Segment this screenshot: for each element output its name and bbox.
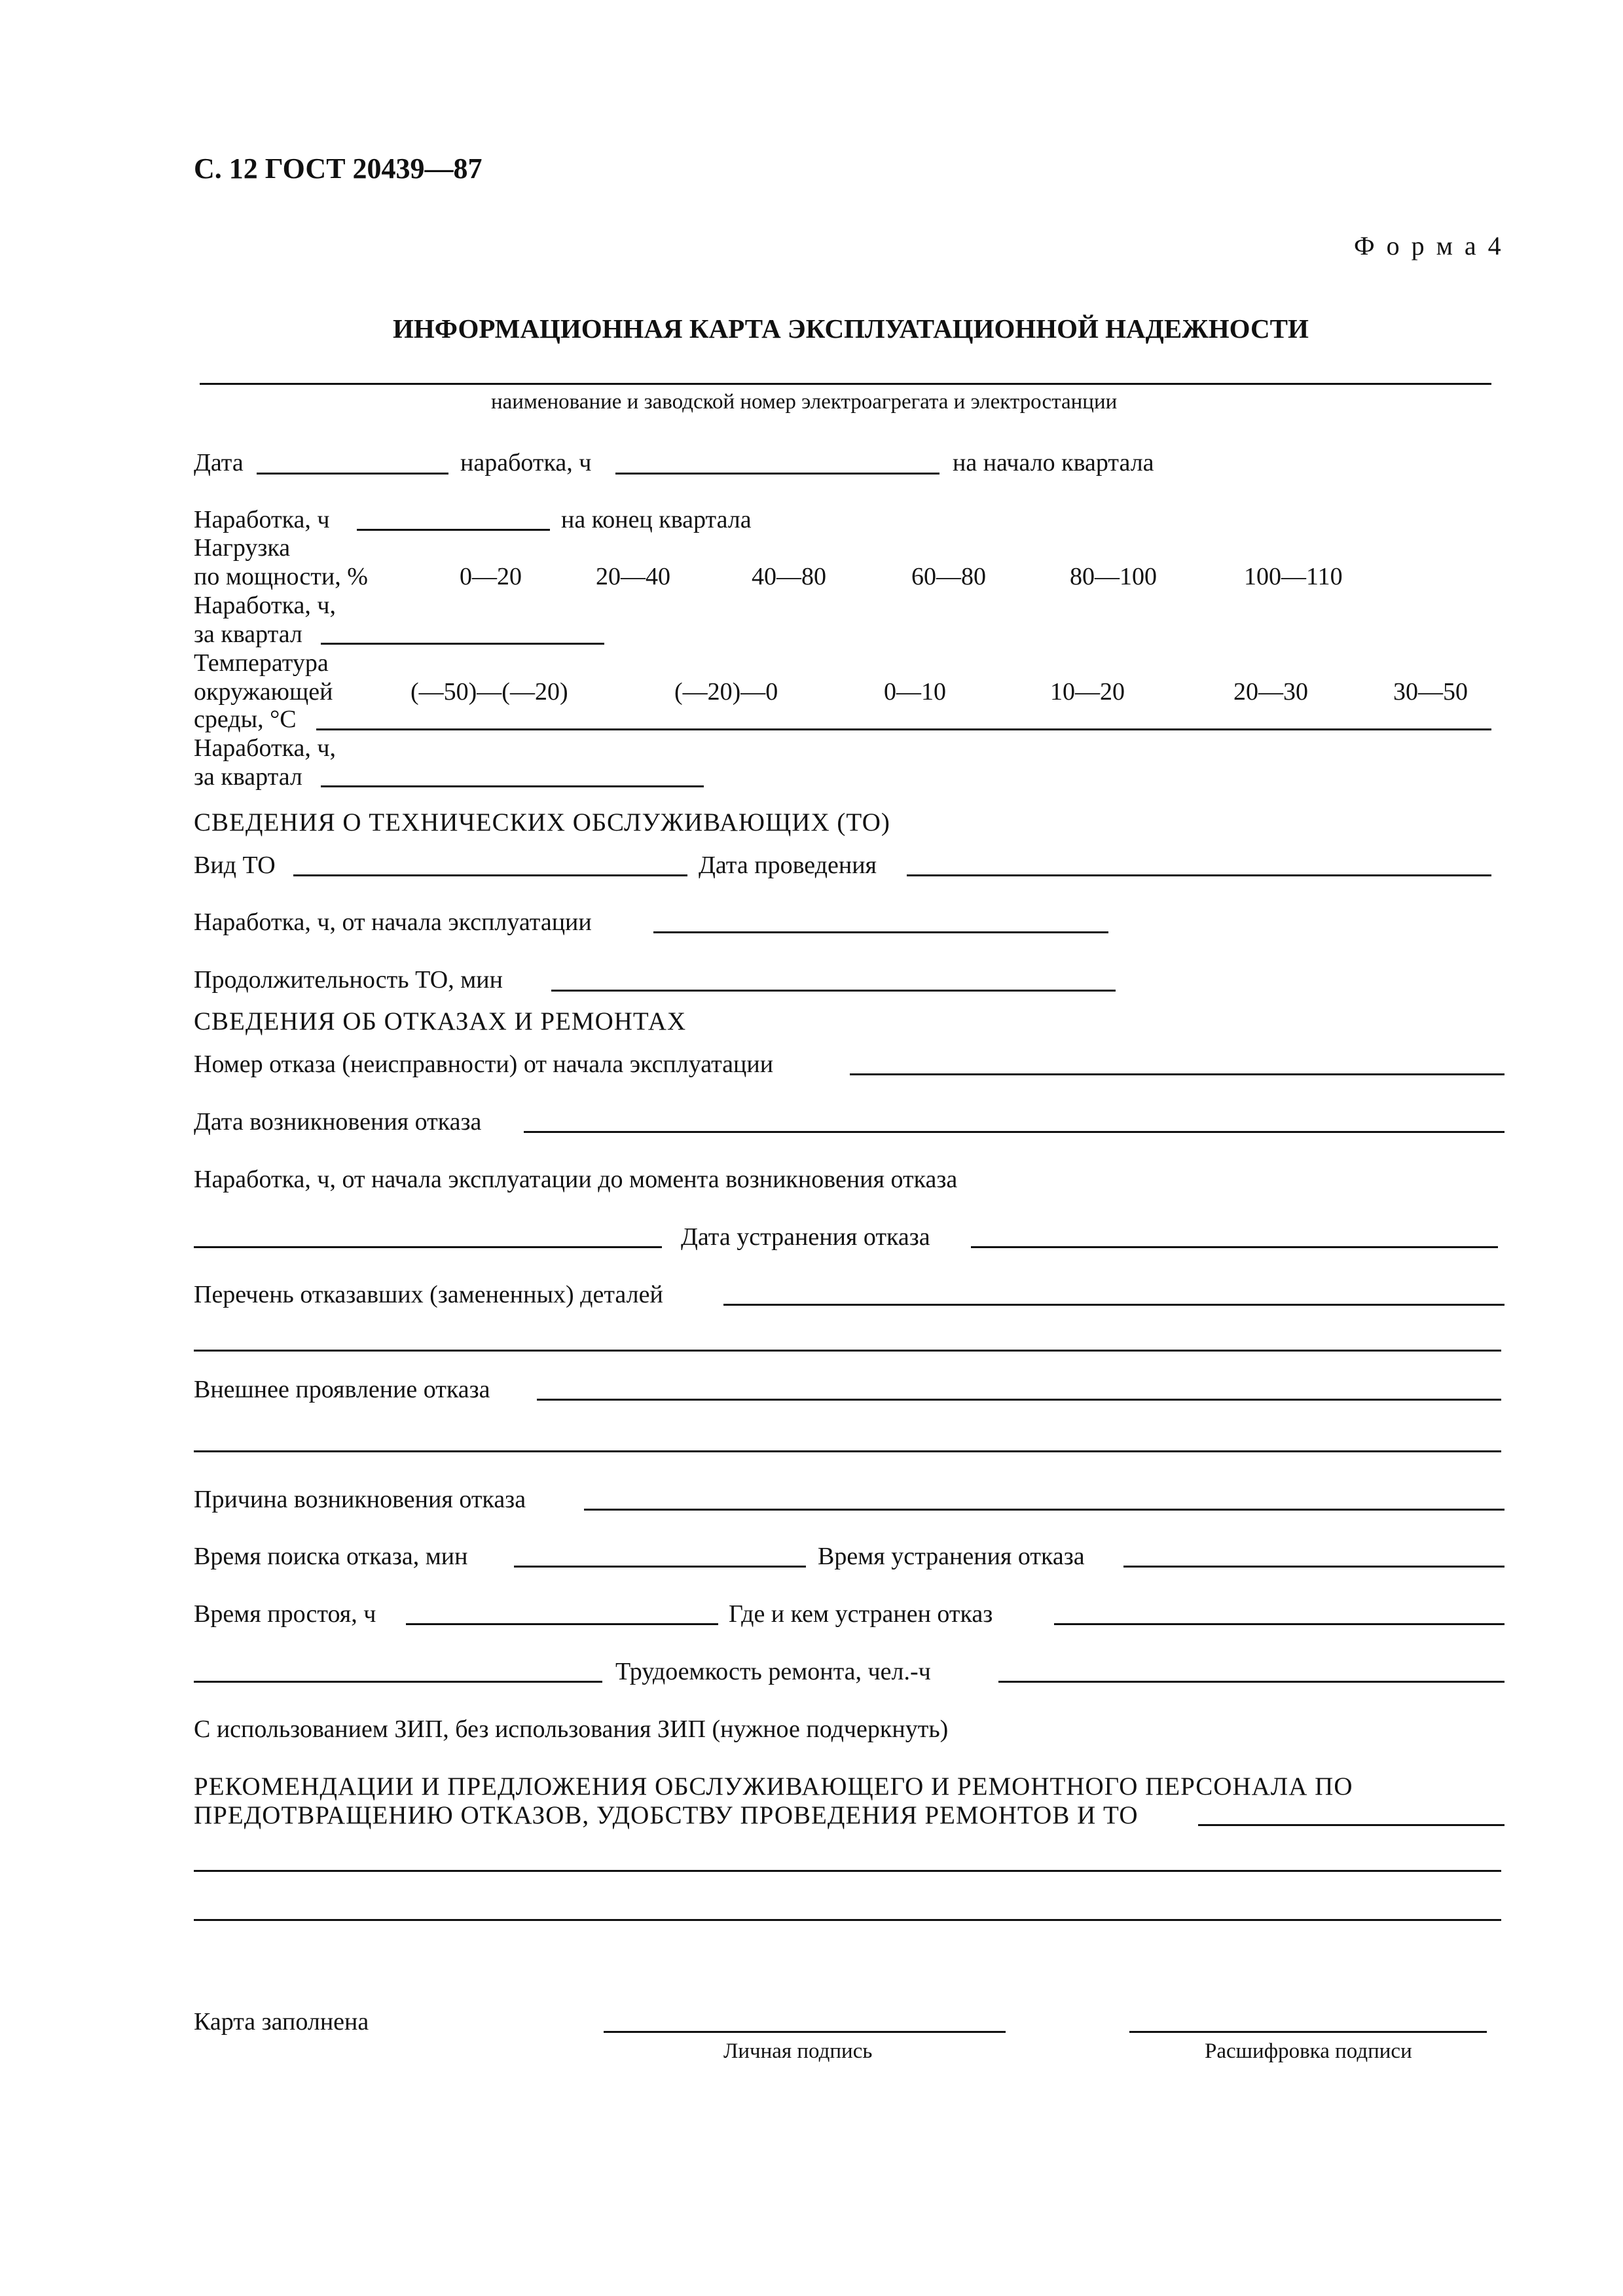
recommendations-field[interactable] [1198, 1824, 1504, 1826]
personal-signature-caption: Личная подпись [723, 2039, 873, 2063]
temp-range-5: 30—50 [1393, 678, 1468, 706]
runtime-end-label: Наработка, ч [194, 506, 330, 533]
load-range-5: 100—110 [1244, 563, 1343, 590]
failure-date-label: Дата возникновения отказа [194, 1108, 482, 1136]
per-quarter-label: за квартал [194, 620, 302, 648]
parts-list-field-line2[interactable] [194, 1350, 1501, 1352]
spare-parts-label: С использованием ЗИП, без использования ЗИП (нужное подчеркнуть) [194, 1715, 949, 1743]
runtime-start-field[interactable] [615, 473, 939, 475]
load-runtime-field[interactable] [321, 643, 604, 645]
date-label: Дата [194, 449, 244, 476]
cause-label: Причина возникновения отказа [194, 1486, 526, 1513]
cause-field[interactable] [584, 1509, 1504, 1511]
temp-label-line3: среды, °С [194, 706, 297, 733]
temp-range-3: 10—20 [1050, 678, 1125, 706]
manifestation-field-line2[interactable] [194, 1450, 1501, 1452]
downtime-label: Время простоя, ч [194, 1600, 376, 1628]
page-reference: С. 12 ГОСТ 20439—87 [194, 152, 483, 185]
signature-transcript-field[interactable] [1129, 2031, 1487, 2033]
load-range-1: 20—40 [596, 563, 670, 590]
recommendations-heading-line2: ПРЕДОТВРАЩЕНИЮ ОТКАЗОВ, УДОБСТВУ ПРОВЕДЕНИЯ РЕМОНТОВ И ТО [194, 1801, 1139, 1829]
where-who-field[interactable] [1054, 1623, 1504, 1625]
failure-date-field[interactable] [524, 1131, 1504, 1133]
recommendations-field-line2[interactable] [194, 1870, 1501, 1872]
personal-signature-field[interactable] [604, 2031, 1006, 2033]
temp-range-2: 0—10 [884, 678, 946, 706]
failure-number-label: Номер отказа (неисправности) от начала эксплуатации [194, 1050, 774, 1078]
maintenance-runtime-field[interactable] [653, 931, 1108, 933]
temp-label-line2: окружающей [194, 678, 333, 706]
runtime-per-quarter-label-line1: Наработка, ч, [194, 592, 336, 619]
manifestation-label: Внешнее проявление отказа [194, 1376, 490, 1403]
search-time-label: Время поиска отказа, мин [194, 1543, 468, 1570]
recommendations-field-line3[interactable] [194, 1919, 1501, 1921]
maintenance-duration-field[interactable] [551, 990, 1116, 992]
runtime-to-failure-label: Наработка, ч, от начала эксплуатации до момента возникновения отказа [194, 1166, 958, 1193]
fix-time-label: Время устранения отказа [818, 1543, 1085, 1570]
date-field[interactable] [257, 473, 448, 475]
labor-field[interactable] [998, 1681, 1504, 1683]
fix-date-label: Дата устранения отказа [681, 1223, 930, 1251]
load-range-2: 40—80 [752, 563, 826, 590]
maintenance-runtime-label: Наработка, ч, от начала эксплуатации [194, 908, 592, 936]
fix-time-field[interactable] [1123, 1566, 1504, 1568]
load-range-3: 60—80 [911, 563, 986, 590]
temp-per-quarter-label: за квартал [194, 763, 302, 791]
unit-name-caption: наименование и заводской номер электроагрегата и электростанции [491, 390, 1118, 414]
temp-runtime-field[interactable] [321, 785, 704, 787]
load-label-line2: по мощности, % [194, 563, 368, 590]
recommendations-heading-line1: РЕКОМЕНДАЦИИ И ПРЕДЛОЖЕНИЯ ОБСЛУЖИВАЮЩЕГО И РЕМОНТНОГО ПЕРСОНАЛА ПО [194, 1772, 1353, 1801]
document-title: ИНФОРМАЦИОННАЯ КАРТА ЭКСПЛУАТАЦИОННОЙ НАДЕЖНОСТИ [393, 314, 1309, 344]
runtime-to-failure-field[interactable] [194, 1246, 662, 1248]
temp-label-line1: Температура [194, 649, 329, 677]
end-quarter-label: на конец квартала [561, 506, 752, 533]
where-who-label: Где и кем устранен отказ [729, 1600, 993, 1628]
fix-date-field[interactable] [971, 1246, 1498, 1248]
manifestation-field[interactable] [537, 1399, 1501, 1401]
card-filled-label: Карта заполнена [194, 2008, 369, 2036]
maintenance-date-field[interactable] [907, 874, 1491, 876]
search-time-field[interactable] [514, 1566, 806, 1568]
maintenance-heading: СВЕДЕНИЯ О ТЕХНИЧЕСКИХ ОБСЛУЖИВАЮЩИХ (ТО) [194, 808, 890, 836]
downtime-field[interactable] [406, 1623, 718, 1625]
load-range-0: 0—20 [460, 563, 522, 590]
load-range-4: 80—100 [1070, 563, 1157, 590]
form-number: Ф о р м а 4 [1354, 231, 1504, 260]
parts-list-field[interactable] [723, 1304, 1504, 1306]
runtime-label: наработка, ч [460, 449, 592, 476]
temp-field[interactable] [316, 728, 1491, 730]
temp-range-1: (—20)—0 [674, 678, 778, 706]
failure-number-field[interactable] [850, 1073, 1504, 1075]
maintenance-type-label: Вид ТО [194, 852, 276, 879]
maintenance-duration-label: Продолжительность ТО, мин [194, 966, 503, 994]
labor-prefix-field[interactable] [194, 1681, 602, 1683]
maintenance-date-label: Дата проведения [699, 852, 877, 879]
temp-runtime-label-line1: Наработка, ч, [194, 734, 336, 762]
runtime-end-field[interactable] [357, 529, 550, 531]
temp-range-4: 20—30 [1233, 678, 1308, 706]
parts-list-label: Перечень отказавших (замененных) деталей [194, 1281, 663, 1308]
start-quarter-label: на начало квартала [953, 449, 1154, 476]
signature-transcript-caption: Расшифровка подписи [1205, 2039, 1412, 2063]
labor-label: Трудоемкость ремонта, чел.-ч [615, 1658, 931, 1685]
failures-heading: СВЕДЕНИЯ ОБ ОТКАЗАХ И РЕМОНТАХ [194, 1007, 687, 1035]
temp-range-0: (—50)—(—20) [410, 678, 568, 706]
unit-name-field[interactable] [200, 383, 1491, 385]
load-label-line1: Нагрузка [194, 534, 291, 562]
maintenance-type-field[interactable] [293, 874, 687, 876]
